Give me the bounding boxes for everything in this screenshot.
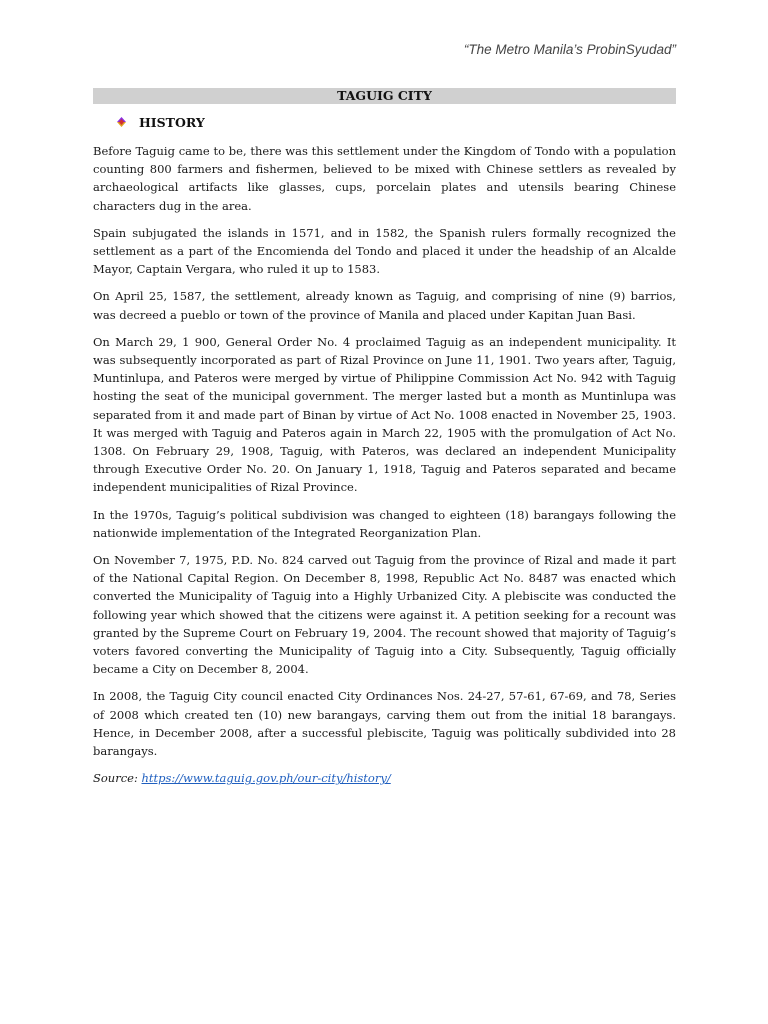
history-body [93, 142, 676, 797]
section-heading-label: HISTORY [139, 115, 205, 130]
paragraph: Spain subjugated the islands in 1571, and in 1582, the Spanish rulers formally recognized the settlement as a part of the Encomienda del Tondo and placed it under the headship of an Alcalde Mayor, Captain Vergara, who ruled it up to 1583. [93, 225, 676, 277]
paragraph: On March 29, 1 900, General Order No. 4 proclaimed Taguig as an independent municipality. It was subsequently incorporated as part of Rizal Province on June 11, 1901. Two years after, Taguig, Muntinlupa, and Pateros were merged by virtue of Philippine Commission Act No. 942 with Taguig hosting the seat of the municipal government. The merger lasted but a month as Muntinlupa was separated from it and made part of Binan by virtue of Act No. 1008 enacted in November 25, 1903. It was merged with Taguig and Pateros again in March 22, 1905 with the promulgation of Act No. 1308. On February 29, 1908, Taguig, with Pateros, was declared an independent Municipality through Executive Order No. 20. On January 1, 1918, Taguig and Pateros separated and became independent municipalities of Rizal Province. [93, 334, 676, 495]
paragraph: In the 1970s, Taguig’s political subdivision was changed to eighteen (18) barangays following the nationwide implementation of the Integrated Reorganization Plan. [93, 507, 676, 540]
source-label: Source: [93, 771, 138, 786]
paragraph: Before Taguig came to be, there was this settlement under the Kingdom of Tondo with a population counting 800 farmers and fishermen, believed to be mixed with Chinese settlers as revealed by archaeological artifacts like glasses, cups, porcelain plates and utensils bearing Chinese characters dug in the area. [93, 144, 676, 213]
section-heading [115, 115, 205, 130]
source-link[interactable]: https://www.taguig.gov.ph/our-city/history/ [141, 771, 391, 786]
page-title: TAGUIG CITY [93, 88, 676, 104]
paragraph: On November 7, 1975, P.D. No. 824 carved out Taguig from the province of Rizal and made it part of the National Capital Region. On December 8, 1998, Republic Act No. 8487 was enacted which converted the Municipality of Taguig into a Highly Urbanized City. A plebiscite was conducted the following year which showed that the citizens were against it. A petition seeking for a recount was granted by the Supreme Court on February 19, 2004. The recount showed that majority of Taguig’s voters favored converting the Municipality of Taguig into a City. Subsequently, Taguig officially became a City on December 8, 2004. [93, 553, 676, 677]
paragraph: In 2008, the Taguig City council enacted City Ordinances Nos. 24-27, 57-61, 67-69, and 78, Series of 2008 which created ten (10) new barangays, carving them out from the initial 18 barangays. Hence, in December 2008, after a successful plebiscite, Taguig was politically subdivided into 28 barangays. [93, 689, 676, 759]
paragraph: On April 25, 1587, the settlement, already known as Taguig, and comprising of nine (9) barrios, was decreed a pueblo or town of the province of Manila and placed under Kapitan Juan Basi. [93, 289, 676, 322]
header-quote: “The Metro Manila’s ProbinSyudad” [463, 42, 676, 57]
source-line [93, 769, 676, 787]
arrow-bullet-icon [115, 116, 128, 129]
